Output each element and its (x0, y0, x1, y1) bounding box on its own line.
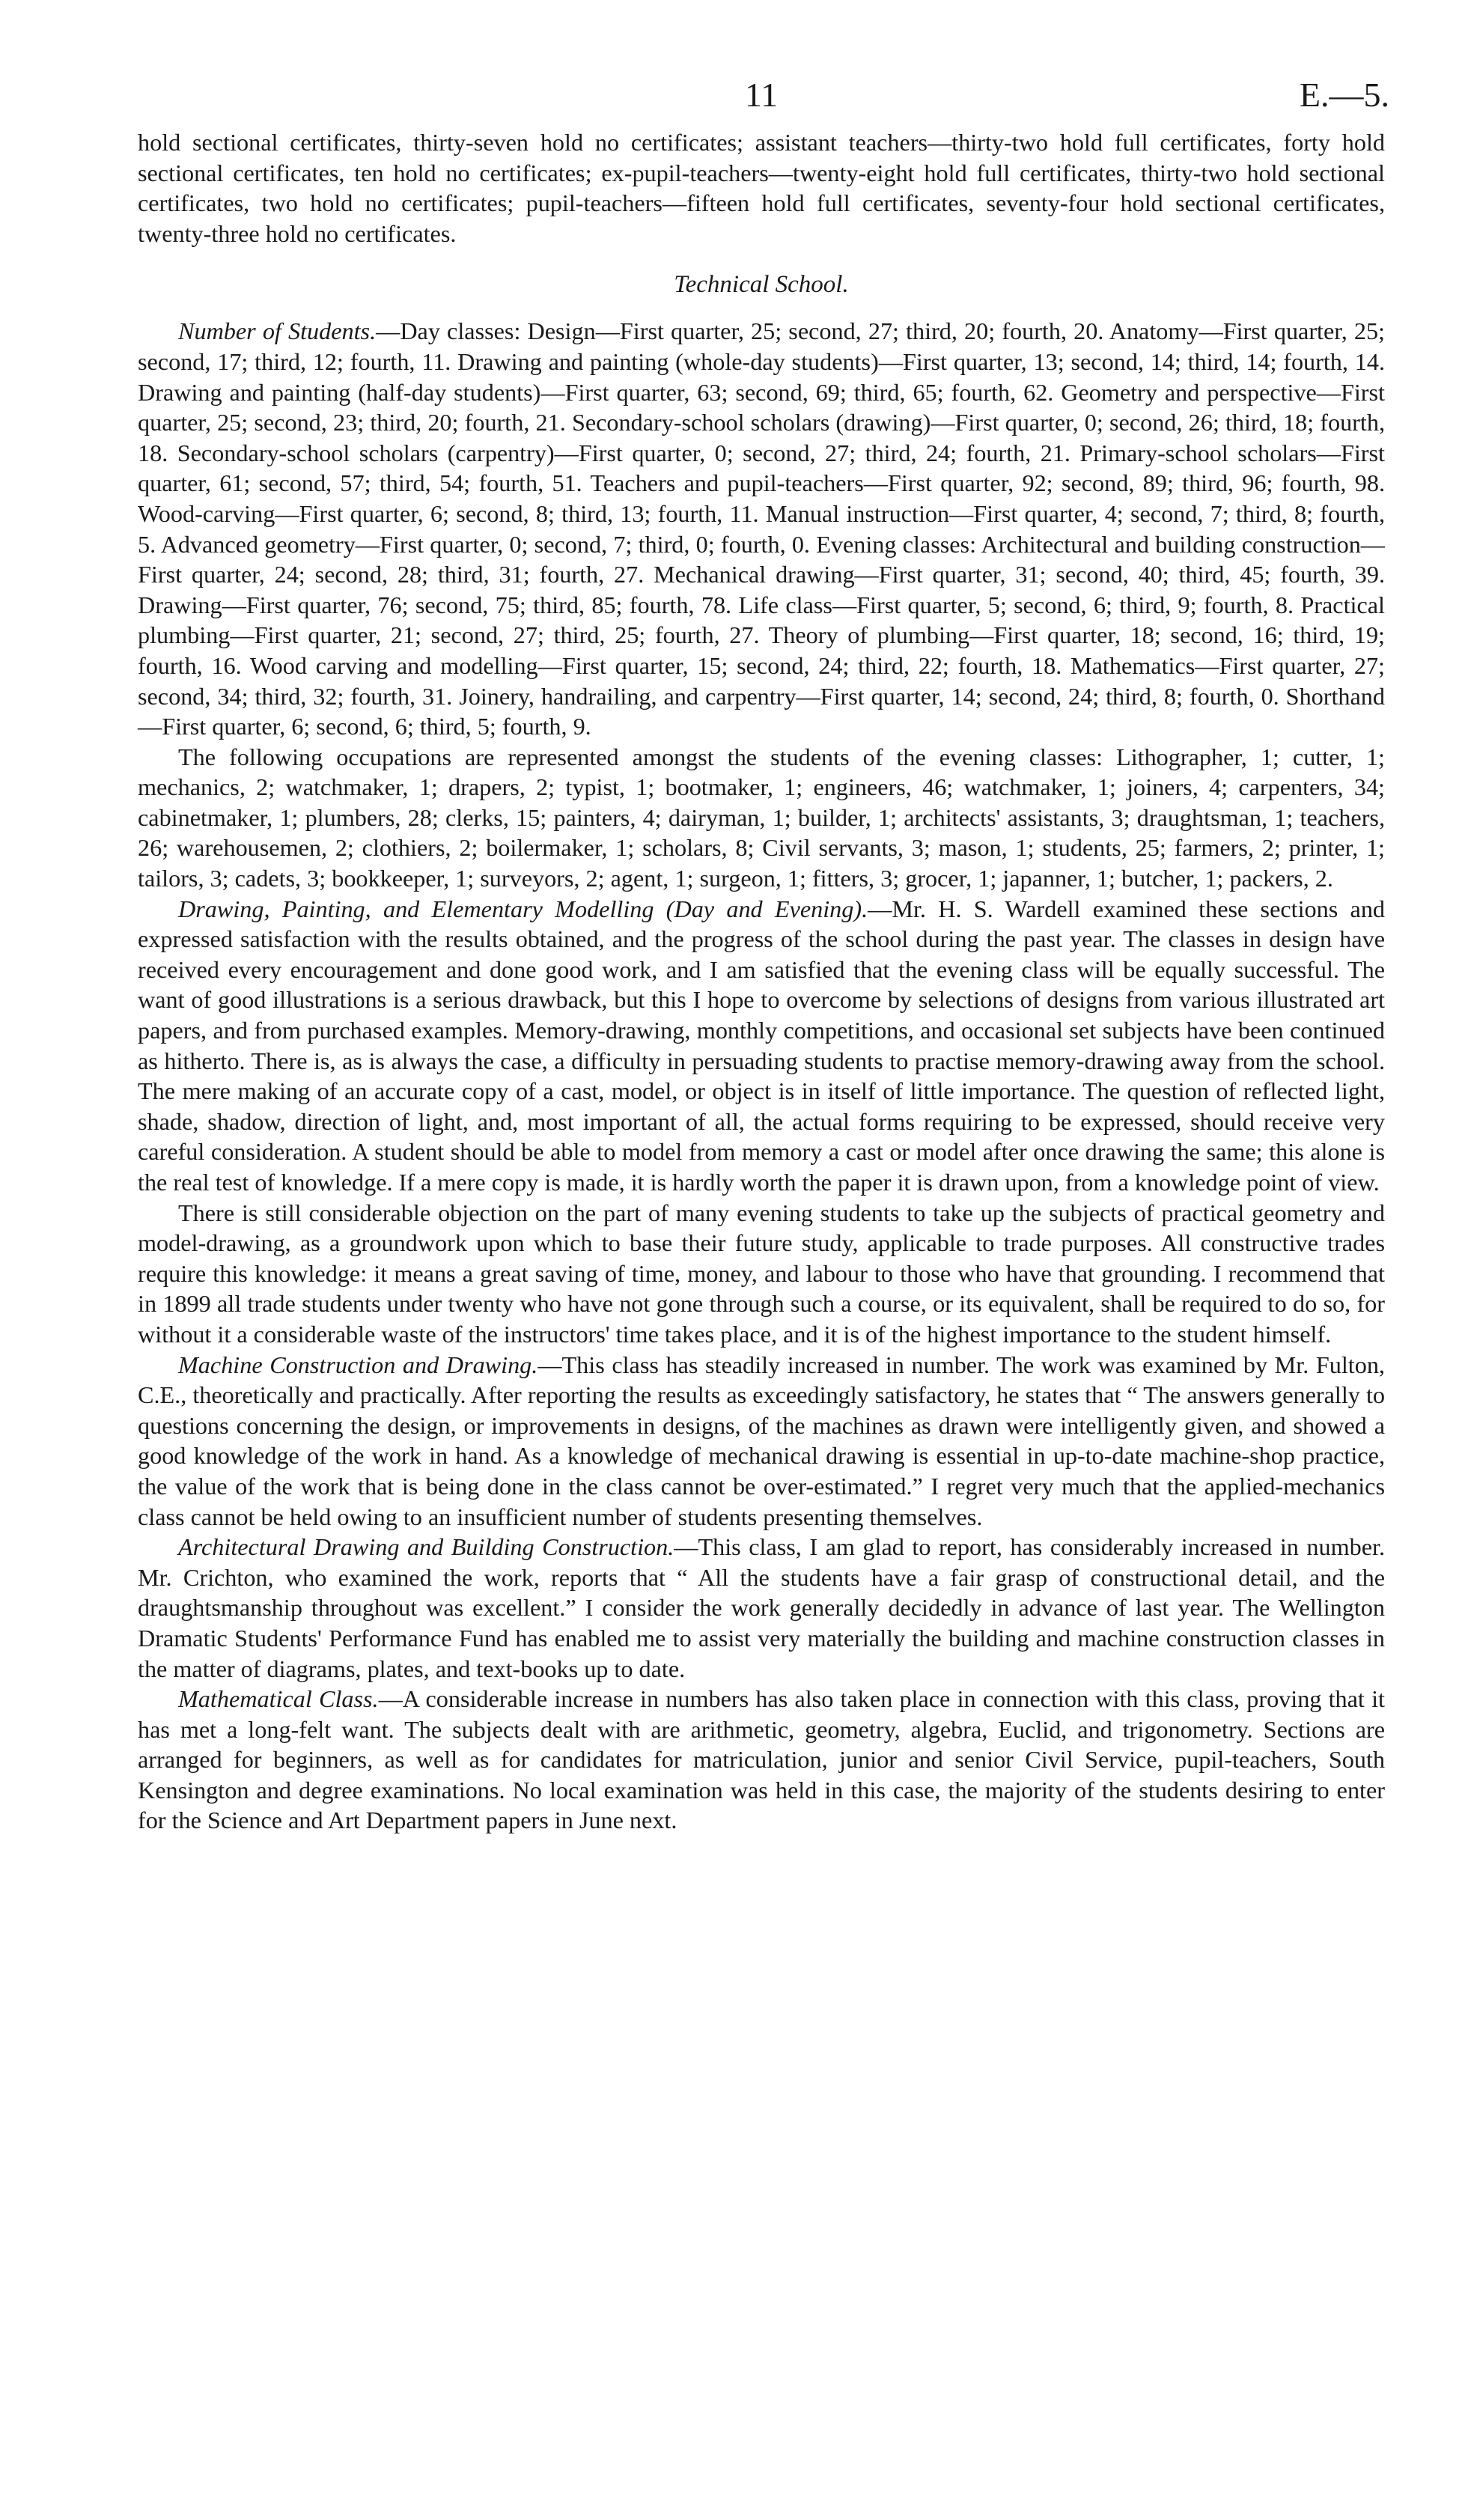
paragraph-objection (138, 1198, 1385, 1350)
section-title: Technical School. (674, 271, 849, 299)
paragraph-lead: Number of Students. (178, 317, 377, 345)
page-number: 11 (744, 76, 779, 114)
paragraph-text: —This class, I am glad to report, has considerably increased in number. Mr. Crichton, who examined the work, reports that “ All the students have a fair grasp of constructional detail, and the draughtsmanship throughout was excellent.” I consider the work generally decidedly in advance of last year. The Wellington Dramatic Students' Performance Fund has enabled me to assist very materially the building and machine construction classes in the matter of diagrams, plates, and text-books up to date. (138, 1533, 1385, 1682)
page-header (138, 75, 1389, 127)
paragraph-machine-construction (138, 1350, 1385, 1533)
document-page (138, 75, 1389, 1836)
paragraph-text: —Day classes: Design—First quarter, 25; second, 27; third, 20; fourth, 20. Anatomy—First quarter, 25; second, 17; third, 12; fourth, 11. Drawing and painting (whole-day students)—First quarter, 13; second, 14; third, 14; fourth, 14. Drawing and painting (half-day students)—First quarter, 63; second, 69; third, 65; fourth, 62. Geometry and perspective—First quarter, 25; second, 23; third, 20; fourth, 21. Secondary-school scholars (drawing)—First quarter, 0; second, 26; third, 18; fourth, 18. Secondary-school scholars (carpentry)—First quarter, 0; second, 27; third, 24; fourth, 21. Primary-school scholars—First quarter, 61; second, 57; third, 54; fourth, 51. Teachers and pupil-teachers—First quarter, 92; second, 89; third, 96; fourth, 98. Wood-carving—First quarter, 6; second, 8; third, 13; fourth, 11. Manual instruction—First quarter, 4; second, 7; third, 8; fourth, 5. Advanced geometry—First quarter, 0; second, 7; third, 0; fourth, 0. Evening classes: Architectural and building construction—First quarter, 24; second, 28; third, 31; fourth, 27. Mechanical drawing—First quarter, 31; second, 40; third, 45; fourth, 39. Drawing—First quarter, 76; second, 75; third, 85; fourth, 78. Life class—First quarter, 5; second, 6; third, 9; fourth, 8. Practical plumbing—First quarter, 21; second, 27; third, 25; fourth, 27. Theory of plumbing—First quarter, 18; second, 16; third, 19; fourth, 16. Wood carving and modelling—First quarter, 15; second, 24; third, 22; fourth, 18. Mathematics—First quarter, 27; second, 34; third, 32; fourth, 31. Joinery, handrailing, and carpentry—First quarter, 14; second, 24; third, 8; fourth, 0. Shorthand—First quarter, 6; second, 6; third, 5; fourth, 9. (138, 317, 1385, 740)
paragraph-text: —This class has steadily increased in number. The work was examined by Mr. Fulton, C.E., theoretically and practically. After reporting the results as exceedingly satisfactory, he states that “ The answers generally to questions concerning the design, or improvements in designs, of the machines as drawn were intelligently given, and showed a good knowledge of the work in hand. As a knowledge of mechanical drawing is essential in up-to-date machine-shop practice, the value of the work that is being done in the class cannot be over-estimated.” I regret very much that the applied-mechanics class cannot be held owing to an insufficient number of students presenting themselves. (138, 1351, 1385, 1530)
paragraph-text: —Mr. H. S. Wardell examined these sections and expressed satisfaction with the results obtained, and the progress of the school during the past year. The classes in design have received every encouragement and done good work, and I am satisfied that the evening class will be equally successful. The want of good illustrations is a serious drawback, but this I hope to overcome by selections of designs from various illustrated art papers, and from purchased examples. Memory-drawing, monthly competitions, and occasional set subjects have been continued as hitherto. There is, as is always the case, a difficulty in persuading students to practise memory-drawing away from the school. The mere making of an accurate copy of a cast, model, or object is in itself of little importance. The question of reflected light, shade, shadow, direction of light, and, most important of all, the actual forms requiring to be expressed, should receive very careful consideration. A student should be able to model from memory a cast or model after once drawing the same; this alone is the real test of knowledge. If a mere copy is made, it is hardly worth the paper it is drawn upon, from a knowledge point of view. (138, 895, 1386, 1196)
paragraph-occupations (138, 742, 1385, 894)
paragraph-number-of-students (138, 316, 1385, 741)
page-reference: E.—5. (1299, 76, 1389, 114)
paragraph-architectural-drawing (138, 1532, 1385, 1684)
intro-paragraph: hold sectional certificates, thirty-seven hold no certificates; assistant teachers—thirty-two hold full certificates, forty hold sectional certificates, ten hold no certificates; ex-pupil-teachers—twenty-eight hold full certificates, thirty-two hold sectional certificates, two hold no certificates; pupil-teachers—fifteen hold full certificates, seventy-four hold sectional certificates, twenty-three hold no certificates. (138, 129, 1385, 247)
paragraph-text: —A considerable increase in numbers has also taken place in connection with this class, proving that it has met a long-felt want. The subjects dealt with are arithmetic, geometry, algebra, Euclid, and trigonometry. Sections are arranged for beginners, as well as for candidates for matriculation, junior and senior Civil Service, pupil-teachers, South Kensington and degree examinations. No local examination was held in this case, the majority of the students desiring to enter for the Science and Art Department papers in June next. (138, 1685, 1385, 1834)
paragraph-lead: Architectural Drawing and Building Construction. (178, 1533, 674, 1561)
paragraph-mathematical-class (138, 1684, 1385, 1836)
paragraph-lead: Mathematical Class. (178, 1685, 379, 1713)
document-body (138, 127, 1385, 1836)
paragraph-text: There is still considerable objection on the part of many evening students to take up the subjects of practical geometry and model-drawing, as a groundwork upon which to base their future study, applicable to trade purposes. All constructive trades require this knowledge: it means a great saving of time, money, and labour to those who have that grounding. I recommend that in 1899 all trade students under twenty who have not gone through such a course, or its equivalent, shall be required to do so, for without it a considerable waste of the instructors' time takes place, and it is of the highest importance to the student himself. (138, 1199, 1385, 1348)
paragraph-drawing-painting (138, 894, 1385, 1198)
paragraph-lead: Machine Construction and Drawing. (178, 1351, 538, 1378)
paragraph-text: The following occupations are represented amongst the students of the evening classes: Lithographer, 1; cutter, 1; mechanics, 2; watchmaker, 1; drapers, 2; typist, 1; bootmaker, 1; engineers, 46; watchmaker, 1; joiners, 4; carpenters, 34; cabinetmaker, 1; plumbers, 28; clerks, 15; painters, 4; dairyman, 1; builder, 1; architects' assistants, 3; draughtsman, 1; teachers, 26; warehousemen, 2; clothiers, 2; boilermaker, 1; scholars, 8; Civil servants, 3; mason, 1; students, 25; farmers, 2; printer, 1; tailors, 3; cadets, 3; bookkeeper, 1; surveyors, 2; agent, 1; surgeon, 1; fitters, 3; grocer, 1; japanner, 1; butcher, 1; packers, 2. (138, 743, 1385, 892)
paragraph-lead: Drawing, Painting, and Elementary Modelling (Day and Evening). (178, 895, 868, 922)
